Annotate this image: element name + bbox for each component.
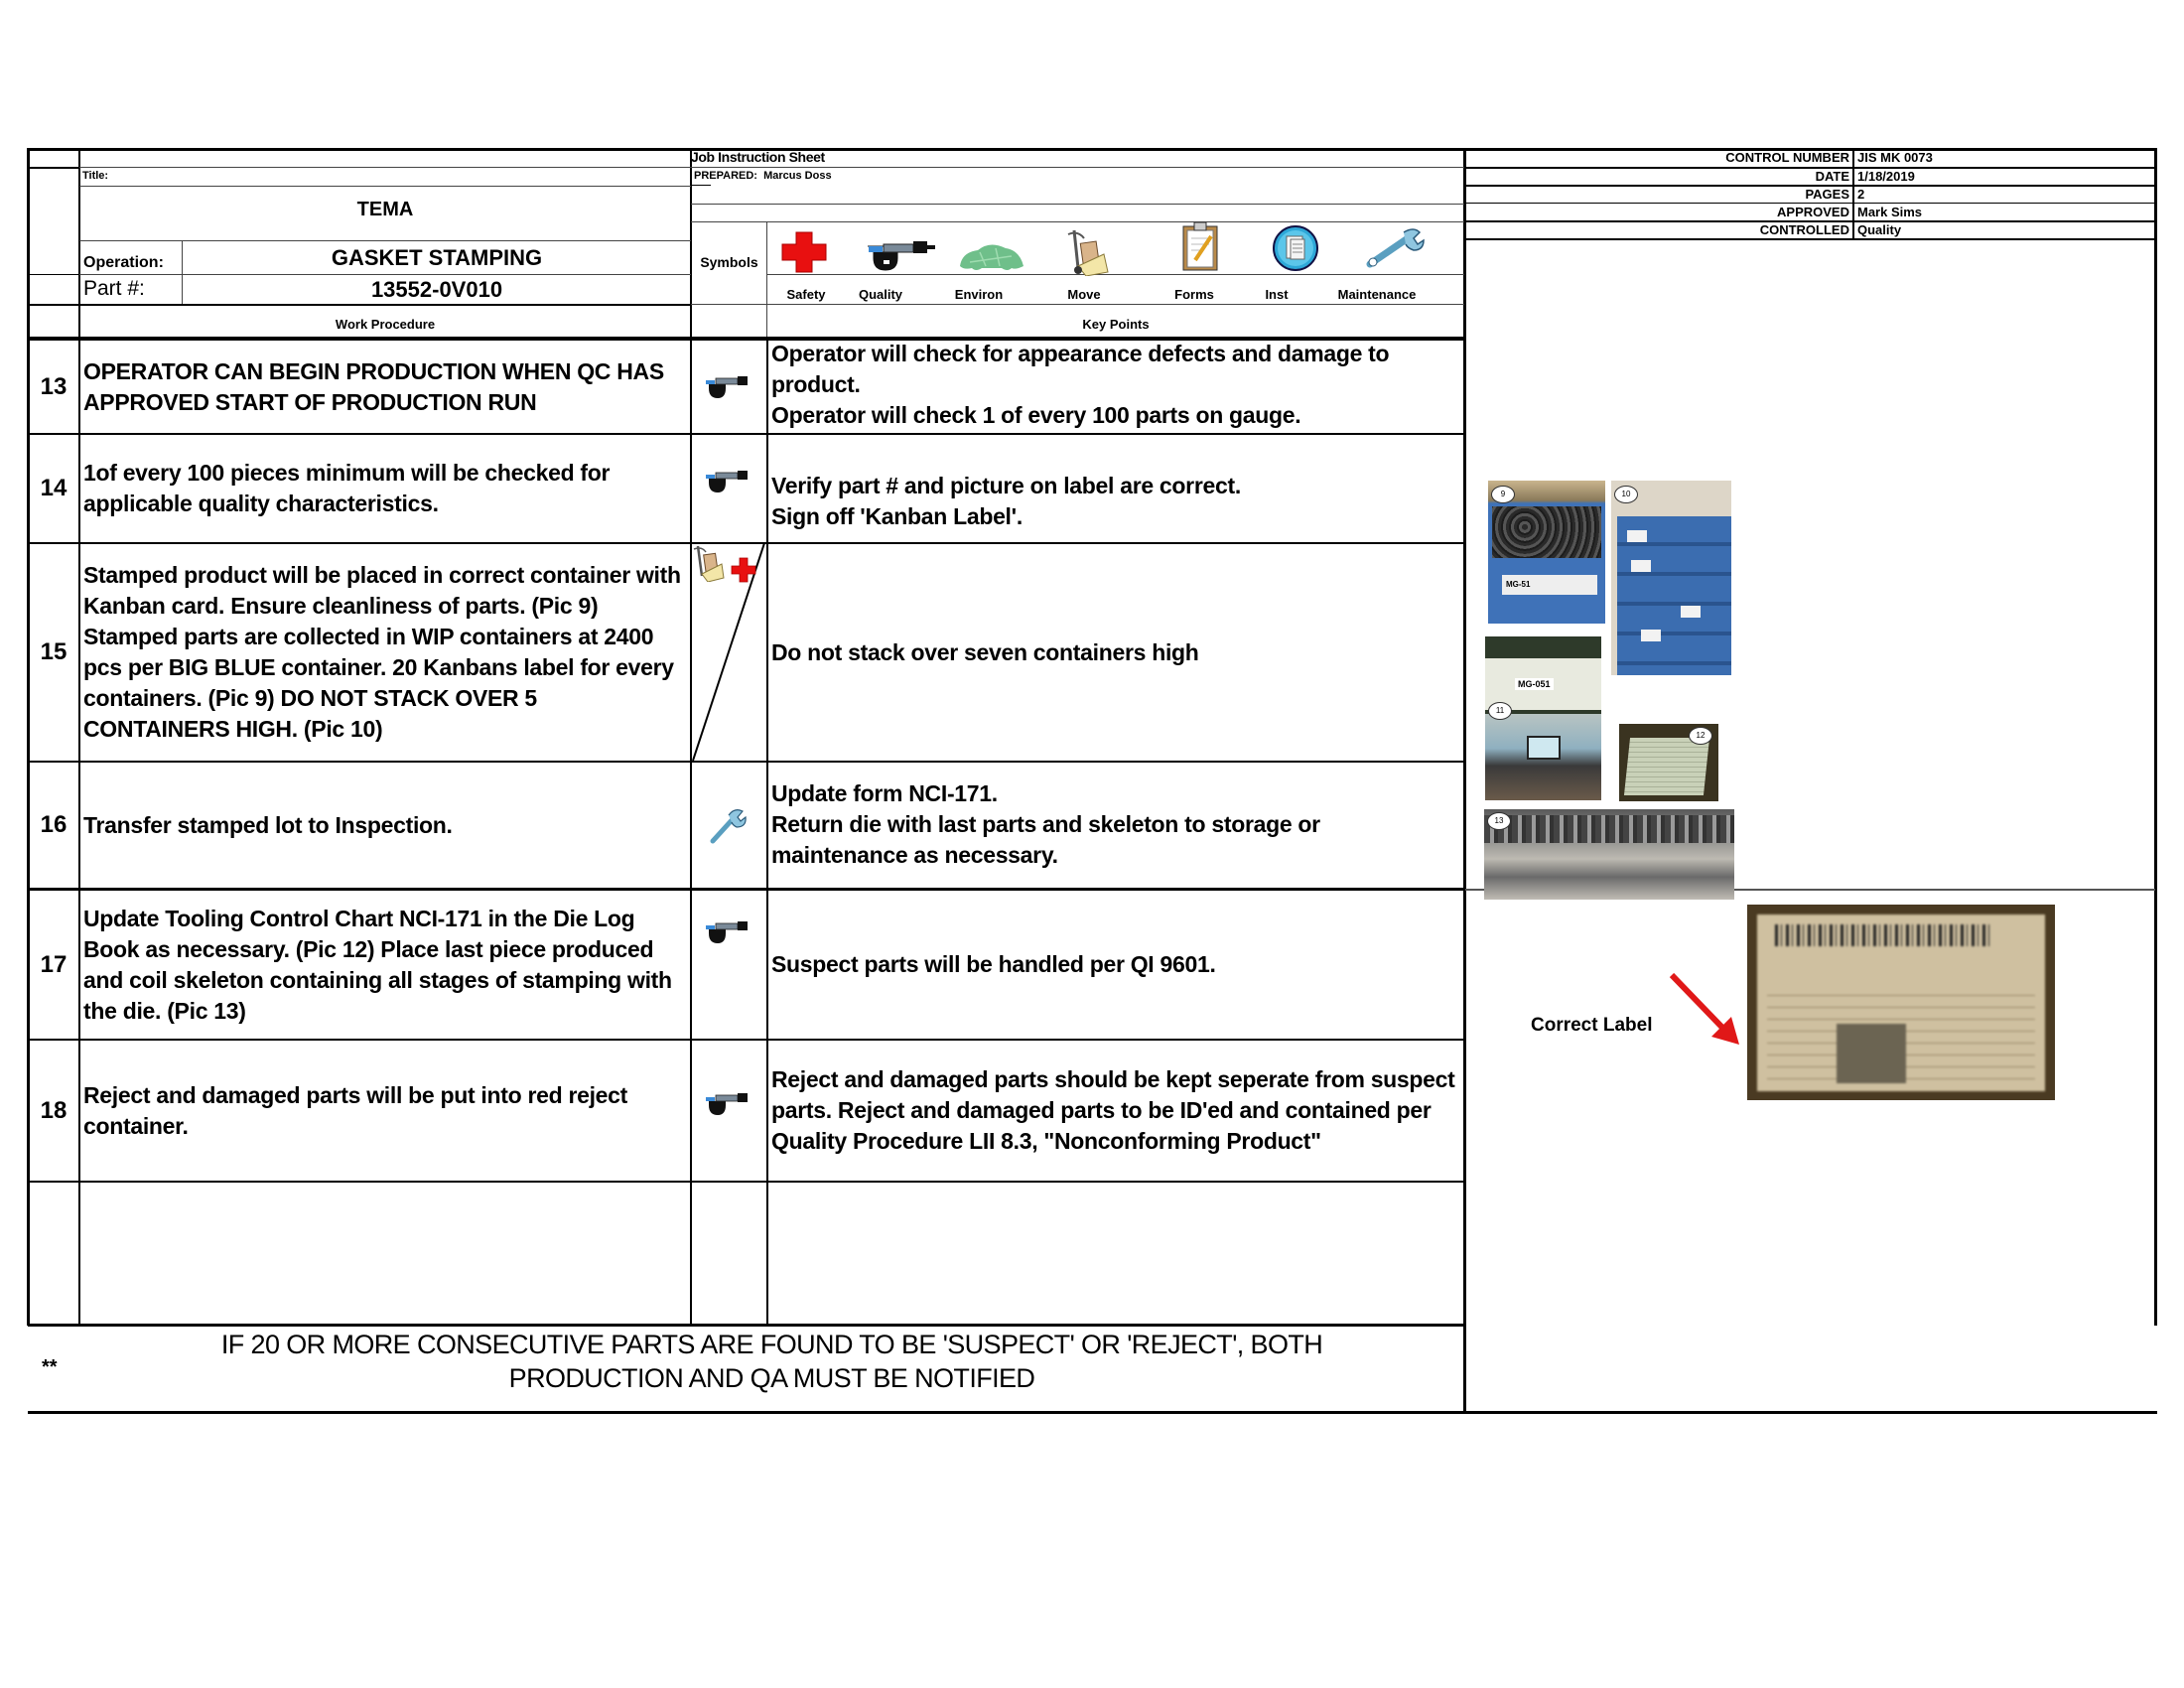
- line: [1464, 238, 2156, 240]
- line: [767, 274, 1464, 275]
- footer-bottom-line: [28, 1411, 2157, 1414]
- line: [691, 185, 711, 186]
- row-divider: [28, 1181, 1465, 1183]
- pic9-card-label: MG-51: [1506, 580, 1531, 589]
- part-label: Part #:: [83, 277, 145, 300]
- step-number: 13: [40, 372, 68, 400]
- line: [28, 274, 79, 275]
- symbol-label-inst: Inst: [1265, 287, 1289, 302]
- step-key-points: [771, 778, 1460, 871]
- control-label-divider: [1852, 149, 1854, 240]
- key-points-header: Key Points: [1082, 317, 1150, 332]
- photo-correct-kanban-label: [1747, 905, 2055, 1100]
- part-value: 13552-0V010: [370, 277, 503, 302]
- container-label: [1627, 530, 1647, 542]
- pages-value: 2: [1857, 187, 1865, 202]
- safety-cross-icon: [731, 557, 756, 583]
- body-bottom-line: [28, 1324, 1465, 1327]
- prepared-line: [694, 170, 832, 182]
- quality-micrometer-icon: [702, 1091, 753, 1117]
- line: [79, 240, 691, 241]
- date-label: DATE: [1815, 169, 1849, 184]
- symbol-label-safety: Safety: [786, 287, 826, 302]
- work-procedure-header: Work Procedure: [335, 317, 436, 332]
- pages-label: PAGES: [1805, 187, 1849, 202]
- title-value: TEMA: [356, 199, 414, 220]
- coil-skeleton: [1484, 815, 1734, 843]
- label-card: [1757, 914, 2045, 1091]
- maintenance-wrench-icon: [707, 807, 747, 845]
- line: [1464, 203, 2156, 204]
- container-label: [1681, 606, 1701, 618]
- maintenance-wrench-icon: [1364, 226, 1426, 270]
- sheet-title: Job Instruction Sheet: [691, 149, 825, 165]
- key-point: Update form NCI-171.: [771, 780, 998, 806]
- line: [691, 204, 1464, 205]
- line: [79, 167, 691, 168]
- barcode: [1775, 924, 1993, 946]
- line: [79, 274, 691, 275]
- environ-leaf-icon: [956, 238, 1027, 274]
- prepared-value: Marcus Doss: [763, 170, 832, 182]
- title-label: Title:: [82, 170, 109, 182]
- photo-pic12-log-book: [1619, 724, 1718, 801]
- symbol-label-environ: Environ: [954, 287, 1004, 302]
- key-point: Suspect parts will be handled per QI 9601.: [771, 951, 1216, 977]
- step-key-points: [771, 471, 1460, 532]
- step-number: 14: [40, 474, 68, 501]
- symbols-label: Symbols: [700, 254, 758, 270]
- step-key-points: [771, 544, 1460, 761]
- photo-pic9-blue-bin: [1488, 481, 1605, 624]
- move-handtruck-icon: [1064, 228, 1110, 276]
- control-number-label: CONTROL NUMBER: [1725, 150, 1849, 165]
- photo-pic10-stacked-containers: [1611, 481, 1731, 675]
- line: [691, 304, 1464, 305]
- monitor: [1527, 736, 1561, 760]
- red-arrow-icon: [1666, 971, 1745, 1051]
- step-procedure: [83, 763, 687, 888]
- photo-pic13-die-skeleton: [1484, 809, 1734, 900]
- symbol-label-move: Move: [1067, 287, 1101, 302]
- key-point: Reject and damaged parts should be kept seperate from suspect parts. Reject and damaged parts to be ID'ed and contained per Quality Procedure LII 8.3, "Nonconforming Product": [771, 1066, 1455, 1154]
- approved-label: APPROVED: [1777, 205, 1849, 219]
- key-point: Return die with last parts and skeleton to storage or maintenance as necessary.: [771, 811, 1320, 868]
- safety-cross-icon: [780, 230, 828, 274]
- symbol-label-quality: Quality: [858, 287, 903, 302]
- symbol-label-forms: Forms: [1174, 287, 1214, 302]
- line: [691, 167, 1464, 168]
- forms-clipboard-icon: [1181, 220, 1221, 272]
- control-number-value: JIS MK 0073: [1857, 150, 1933, 165]
- key-point: Do not stack over seven containers high: [771, 638, 1199, 665]
- step-procedure: [83, 434, 687, 542]
- controlled-value: Quality: [1857, 222, 1902, 237]
- container-label: [1631, 560, 1651, 572]
- operation-value: GASKET STAMPING: [331, 245, 543, 270]
- step-procedure: [83, 544, 687, 761]
- step-procedure: [83, 1041, 687, 1181]
- correct-label-caption: Correct Label: [1531, 1015, 1653, 1036]
- symbol-label-maintenance: Maintenance: [1337, 287, 1417, 302]
- quality-micrometer-icon: [702, 919, 753, 945]
- kanban-card: [1502, 575, 1597, 595]
- key-point: Operator will check for appearance defects and damage to product.: [771, 341, 1390, 397]
- step-key-points: [771, 1041, 1460, 1181]
- key-point: Operator will check 1 of every 100 parts on gauge.: [771, 402, 1301, 428]
- parts-pile: [1492, 506, 1601, 558]
- log-sheet: [1624, 738, 1709, 795]
- inst-document-icon: [1272, 224, 1319, 272]
- step-procedure-text: 1of every 100 pieces minimum will be checked for applicable quality characteristics.: [83, 459, 611, 516]
- controlled-label: CONTROLLED: [1759, 222, 1849, 237]
- footer-notice-line2: PRODUCTION AND QA MUST BE NOTIFIED: [508, 1363, 1035, 1393]
- photo-pic11-kanban-workstation: [1485, 636, 1601, 800]
- prepared-label: PREPARED:: [694, 170, 757, 182]
- photo-badge: 9: [1491, 486, 1515, 503]
- step-procedure-text: Transfer stamped lot to Inspection.: [83, 811, 453, 838]
- container-label: [1641, 630, 1661, 641]
- quality-micrometer-icon: [702, 374, 753, 400]
- photo-badge: 11: [1488, 702, 1512, 720]
- table-right-border: [2154, 148, 2157, 1326]
- step-procedure-text: OPERATOR CAN BEGIN PRODUCTION WHEN QC HAS APPROVED START OF PRODUCTION RUN: [83, 357, 664, 415]
- step-procedure-text: Stamped product will be placed in correct container with Kanban card. Ensure cleanliness of parts. (Pic 9) Stamped parts are collected in WIP containers at 2400 pcs per BIG BLUE container. 20 Kanbans label for every containers. (Pic 9) DO NOT STACK OVER 5 CONTAINERS HIGH. (Pic 10): [83, 562, 681, 742]
- line: [28, 167, 79, 169]
- step-number: 17: [40, 950, 68, 978]
- step-procedure: [83, 341, 687, 433]
- step-number: 18: [40, 1096, 68, 1124]
- step-number: 16: [40, 811, 68, 838]
- line: [691, 221, 1464, 222]
- photo-badge: 10: [1614, 486, 1638, 503]
- step-procedure: [83, 891, 687, 1039]
- step-number: 15: [40, 638, 68, 665]
- approved-value: Mark Sims: [1857, 205, 1923, 219]
- line: [28, 304, 691, 306]
- quality-micrometer-icon: [702, 469, 753, 494]
- step-key-points: [771, 339, 1460, 431]
- step-procedure-text: Reject and damaged parts will be put into red reject container.: [83, 1081, 628, 1139]
- move-handtruck-icon: [692, 544, 726, 582]
- key-point: Verify part # and picture on label are correct.: [771, 473, 1241, 498]
- operation-label: Operation:: [83, 254, 164, 271]
- pic11-card-label: MG-051: [1515, 678, 1554, 690]
- footer-notice: [79, 1328, 1464, 1395]
- step-key-points: [771, 891, 1460, 1039]
- photo-badge: 12: [1689, 727, 1712, 745]
- symbol-col-divider: [766, 338, 768, 1325]
- quality-micrometer-icon: [864, 238, 937, 274]
- footer-marker: **: [42, 1356, 58, 1378]
- footer-notice-line1: IF 20 OR MORE CONSECUTIVE PARTS ARE FOUND TO BE 'SUSPECT' OR 'REJECT', BOTH: [220, 1330, 1323, 1359]
- line: [79, 186, 691, 187]
- label-dark-box: [1837, 1024, 1906, 1083]
- photo-badge: 13: [1487, 812, 1511, 830]
- date-value: 1/18/2019: [1857, 169, 1915, 184]
- step-procedure-text: Update Tooling Control Chart NCI-171 in the Die Log Book as necessary. (Pic 12) Place last piece produced and coil skeleton containing all stages of stamping with the die. (Pic 13): [83, 905, 672, 1024]
- key-point: Sign off 'Kanban Label'.: [771, 503, 1023, 529]
